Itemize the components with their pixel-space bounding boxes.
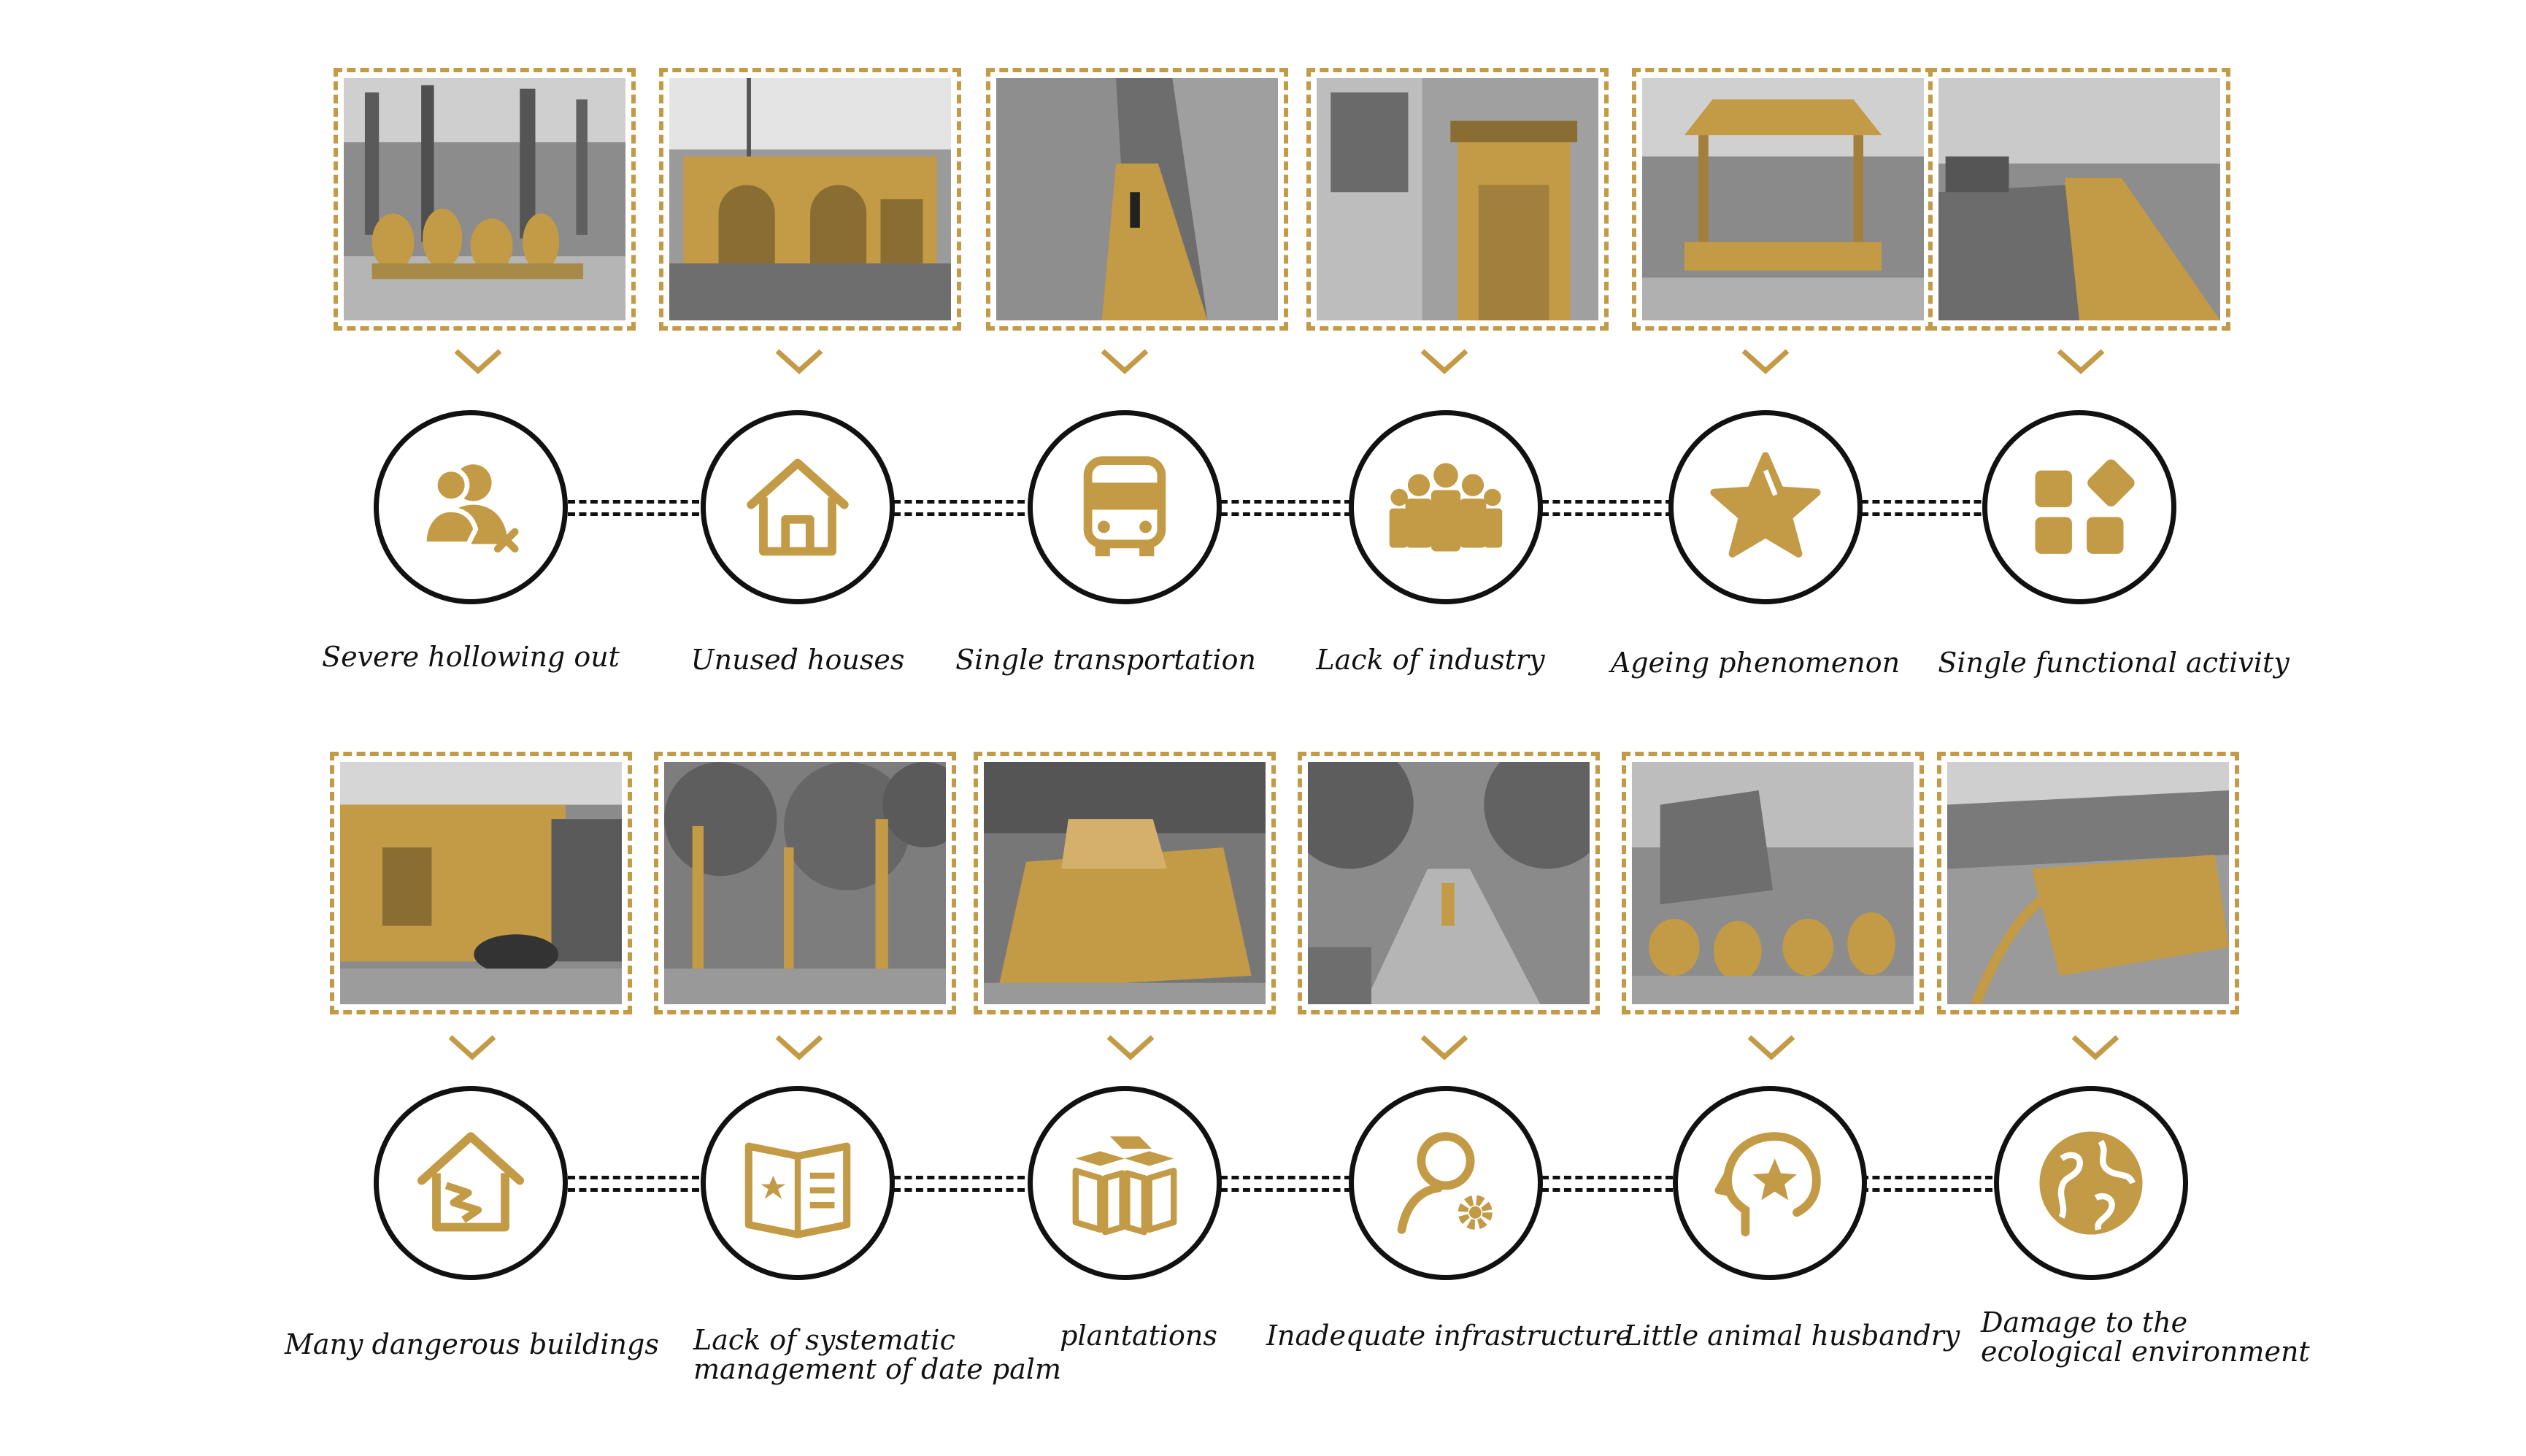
house-icon [736,446,859,569]
chevron-down-icon [2070,1033,2121,1061]
chevron-down-icon [774,1033,825,1061]
chevron-down-icon [1105,1033,1156,1061]
label-unused-houses: Unused houses [690,644,905,676]
label-lack-of-industry: Lack of industry [1316,644,1545,676]
user-gear-icon [1385,1122,1507,1244]
chevron-down-icon [453,347,504,375]
circle-infrastructure [1349,1086,1543,1280]
circle-single-functional [1982,410,2176,604]
star-icon [1704,446,1827,569]
circle-dangerous-buildings [374,1086,568,1280]
label-animal-husbandry: Little animal husbandry [1623,1320,1960,1352]
chevron-down-icon [1740,347,1791,375]
photo-stone-path [1928,68,2230,331]
label-single-functional: Single functional activity [1938,647,2290,679]
dashed-connector [1541,1176,1673,1192]
chevron-down-icon [1099,347,1150,375]
label-ecological-line2: ecological environment [1981,1336,2310,1368]
photo-narrow-alley [986,68,1288,331]
cracked-house-icon [409,1122,532,1244]
circle-lack-of-industry [1349,410,1543,604]
chevron-down-icon [2055,347,2106,375]
circle-single-transportation [1028,410,1222,604]
photo-pavilion [1632,68,1934,331]
circle-ageing [1668,410,1863,604]
photo-tree-lined-road [1298,752,1600,1014]
dashed-connector [568,500,699,516]
photo-animal-husbandry [1622,752,1924,1014]
label-severe-hollowing: Severe hollowing out [322,641,620,673]
label-single-transportation: Single transportation [955,644,1256,676]
label-dangerous-buildings: Many dangerous buildings [285,1328,659,1360]
dashed-connector [1220,1176,1352,1192]
circle-animal-husbandry [1673,1086,1867,1280]
dashed-connector [1861,500,1992,516]
apps-icon [2018,446,2141,569]
label-date-palm-line1: Lack of systematic [693,1324,955,1356]
chevron-down-icon [1419,347,1470,375]
photo-villagers-sitting [334,68,636,331]
dashed-connector [1541,500,1673,516]
circle-plantations [1028,1086,1222,1280]
circle-unused-houses [701,410,895,604]
label-ecological-line1: Damage to the [1981,1306,2188,1338]
boxes-icon [1063,1122,1186,1244]
circle-ecological-damage [1994,1086,2188,1280]
book-icon [736,1122,859,1244]
dashed-connector [568,1176,699,1192]
circle-date-palm-management [701,1086,895,1280]
chevron-down-icon [1419,1033,1470,1061]
chevron-down-icon [774,347,825,375]
label-plantations: plantations [1060,1320,1217,1352]
group-icon [1385,446,1507,569]
dashed-connector [1861,1176,1992,1192]
dashed-connector [893,1176,1025,1192]
head-star-icon [1709,1122,1831,1244]
label-date-palm-line2: management of date palm [693,1353,1061,1385]
photo-date-palm-grove [654,752,956,1014]
photo-unused-house [659,68,961,331]
photo-dangerous-building [330,752,632,1014]
chevron-down-icon [1746,1033,1797,1061]
bus-icon [1063,446,1186,569]
label-ageing: Ageing phenomenon [1610,647,1901,679]
globe-icon [2030,1122,2152,1244]
label-infrastructure: Inadequate infrastructure [1266,1320,1632,1352]
photo-eroded-landscape [1937,752,2239,1014]
circle-severe-hollowing [374,410,568,604]
dashed-connector [893,500,1025,516]
people-remove-icon [409,446,532,569]
photo-plantation-model [974,752,1276,1014]
photo-old-doorway [1306,68,1609,331]
chevron-down-icon [447,1033,498,1061]
dashed-connector [1220,500,1352,516]
